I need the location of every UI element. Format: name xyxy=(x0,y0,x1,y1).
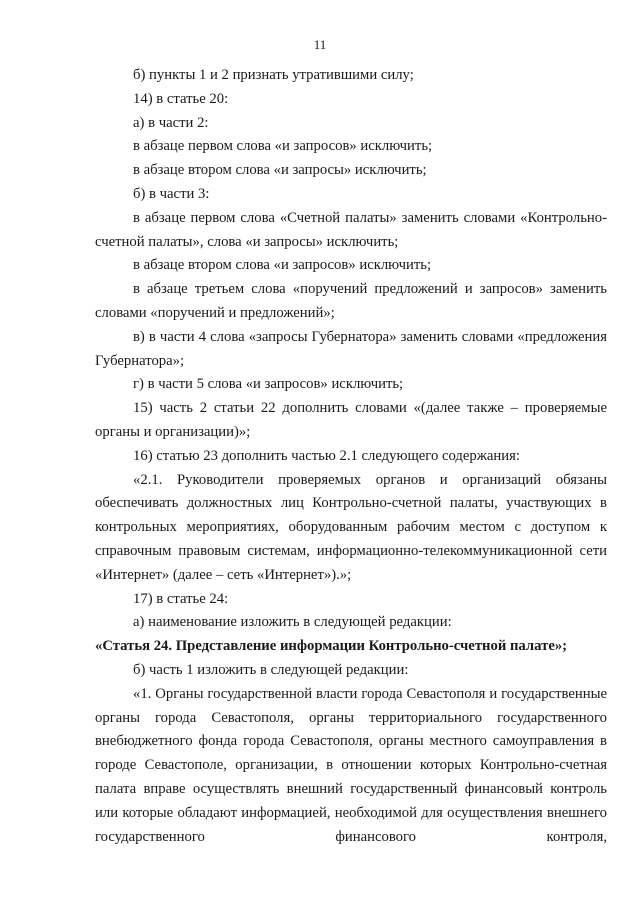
paragraph-v-part-4: в) в части 4 слова «запросы Губернатора» заменить словами «предложения Губернатора»; xyxy=(95,328,607,369)
paragraph-2-1-text: «2.1. Руководители проверяемых органов и организаций обязаны обеспечивать должностных лиц Контрольно-счетной палаты, участвующих в контрольных мероприятиях, оборудованным рабочим местом с доступом к справочным правовым системам, информационно-телекоммуникационной сети «Интернет» (далее – сеть «Интернет»).»; xyxy=(95,471,607,583)
paragraph-part-1-text: «1. Органы государственной власти города Севастополя и государственные органы города Севастополя, органы территориального государственного внебюджетного фонда города Севастополя, органы местного самоуправления в городе Севастополе, организации, в отношении которых Контрольно-счетная палата вправе осуществлять внешний государственный финансовый контроль или которые обладают информацией, необходимой для осуществления внешнего государственного финансового контроля, xyxy=(95,685,607,845)
article-24-heading: «Статья 24. Представление информации Контрольно-счетной палате»; xyxy=(95,638,568,655)
paragraph-b-part-3: б) в части 3: xyxy=(133,185,210,202)
paragraph-first-abzac: в абзаце первом слова «и запросов» исключить; xyxy=(133,138,433,155)
paragraph-14-article-20: 14) в статье 20: xyxy=(133,90,229,107)
document-body xyxy=(95,64,607,849)
paragraph-third-abzac-replace: в абзаце третьем слова «поручений предложений и запросов» заменить словами «поручений и предложений»; xyxy=(95,281,607,321)
paragraph-a-part-2: а) в части 2: xyxy=(133,114,209,131)
paragraph-g-part-5: г) в части 5 слова «и запросов» исключить; xyxy=(133,376,404,393)
paragraph-16-article-23: 16) статью 23 дополнить частью 2.1 следующего содержания: xyxy=(133,447,520,464)
paragraph-second-abzac: в абзаце втором слова «и запросы» исключить; xyxy=(133,162,427,179)
page-number: 11 xyxy=(313,37,327,52)
paragraph-b-items: б) пункты 1 и 2 признать утратившими силу; xyxy=(133,67,414,83)
paragraph-a-title: а) наименование изложить в следующей редакции: xyxy=(133,614,452,631)
paragraph-b-part-1: б) часть 1 изложить в следующей редакции: xyxy=(133,661,409,678)
paragraph-15-article-22: 15) часть 2 статьи 22 дополнить словами «(далее также – проверяемые органы и организации)»; xyxy=(95,400,607,440)
paragraph-first-abzac-replace: в абзаце первом слова «Счетной палаты» заменить словами «Контрольно-счетной палаты», слова «и запросы» исключить; xyxy=(95,209,607,250)
paragraph-second-abzac-exclude: в абзаце втором слова «и запросов» исключить; xyxy=(133,257,432,274)
paragraph-17-article-24: 17) в статье 24: xyxy=(133,590,229,607)
